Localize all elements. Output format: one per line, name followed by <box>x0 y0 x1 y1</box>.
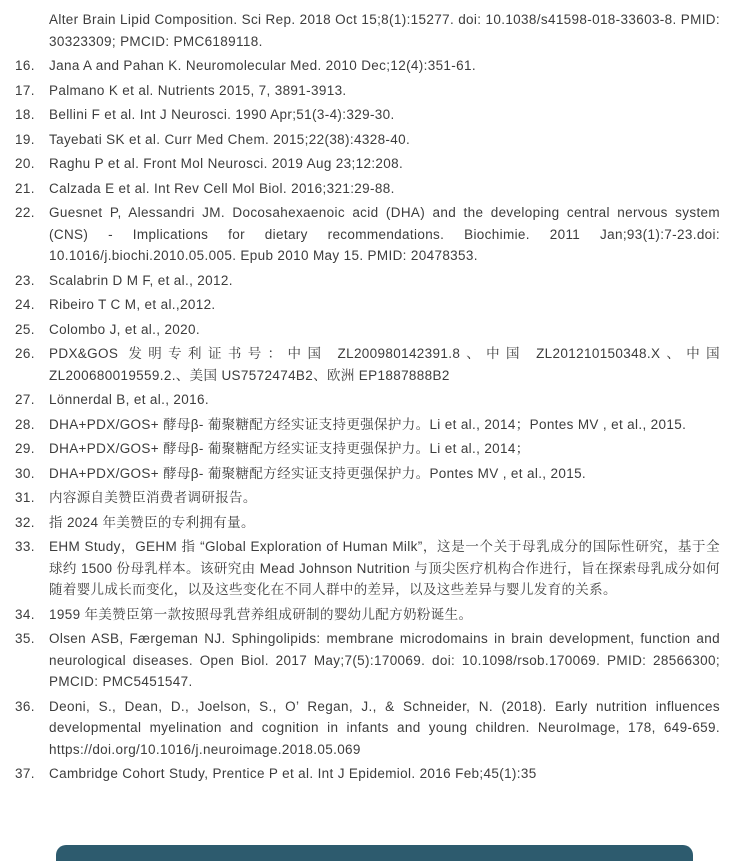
list-item <box>15 343 720 386</box>
reference-number: 21. <box>15 180 35 196</box>
reference-text: Guesnet P, Alessandri JM. Docosahexaenoic acid (DHA) and the developing central nervous system (CNS) - Implications for dietary recommendations. Biochimie. 2011 Jan;93(1):7-23.doi: 10.1016/j.biochi.2010.05.005. Epub 2010 May 15. PMID: 20478353. <box>49 205 720 263</box>
reference-number: 17. <box>15 82 35 98</box>
reference-text: Alter Brain Lipid Composition. Sci Rep. 2018 Oct 15;8(1):15277. doi: 10.1038/s41598-018-33603-8. PMID: 30323309; PMCID: PMC6189118. <box>49 12 720 49</box>
reference-number: 35. <box>15 631 35 646</box>
list-item <box>15 536 720 601</box>
list-item <box>15 319 720 341</box>
list-item <box>15 9 720 52</box>
reference-text: DHA+PDX/GOS+ 酵母β- 葡聚糖配方经实证支持更强保护力。Li et al., 2014；Pontes MV , et al., 2015. <box>49 416 687 432</box>
list-item <box>15 294 720 316</box>
reference-number: 33. <box>15 539 35 554</box>
reference-number: 27. <box>15 392 35 407</box>
reference-number: 25. <box>15 321 35 337</box>
list-item <box>15 438 720 460</box>
list-item <box>15 80 720 102</box>
list-item <box>15 153 720 175</box>
reference-number: 20. <box>15 156 35 171</box>
reference-text: Tayebati SK et al. Curr Med Chem. 2015;22(38):4328-40. <box>49 131 411 147</box>
reference-text: Colombo J, et al., 2020. <box>49 321 200 337</box>
reference-number: 26. <box>15 346 35 361</box>
reference-number: 23. <box>15 272 35 288</box>
reference-number: 24. <box>15 297 35 312</box>
list-item <box>15 129 720 151</box>
reference-text: Scalabrin D M F, et al., 2012. <box>49 272 233 288</box>
reference-number: 29. <box>15 441 35 456</box>
reference-text: EHM Study，GEHM 指 “Global Exploration of Human Milk”，这是一个关于母乳成分的国际性研究，基于全球约 1500 份母乳样本。该研究由 Mead Johnson Nutrition 与顶尖医疗机构合作进行，旨在探索母乳成分如何随着婴儿成长而变化，以及这些变化在不同人群中的差异，以及这些差异与婴儿发育的关系。 <box>49 539 720 597</box>
list-item <box>15 487 720 509</box>
reference-number: 30. <box>15 465 35 481</box>
reference-text: DHA+PDX/GOS+ 酵母β- 葡聚糖配方经实证支持更强保护力。Li et al., 2014； <box>49 441 530 456</box>
reference-text: Calzada E et al. Int Rev Cell Mol Biol. 2016;321:29-88. <box>49 180 395 196</box>
list-item <box>15 202 720 267</box>
reference-number: 37. <box>15 766 35 781</box>
reference-text: Lönnerdal B, et al., 2016. <box>49 392 209 407</box>
reference-text: 1959 年美赞臣第一款按照母乳营养组成研制的婴幼儿配方奶粉诞生。 <box>49 606 473 622</box>
reference-number: 18. <box>15 107 35 122</box>
list-item <box>15 512 720 534</box>
reference-number: 34. <box>15 606 35 622</box>
footer-bar <box>56 845 693 861</box>
list-item <box>15 463 720 485</box>
list-item <box>15 604 720 626</box>
list-item <box>15 270 720 292</box>
list-item <box>15 389 720 411</box>
list-item <box>15 55 720 77</box>
reference-text: Ribeiro T C M, et al.,2012. <box>49 297 216 312</box>
reference-text: Olsen ASB, Færgeman NJ. Sphingolipids: membrane microdomains in brain development, function and neurological diseases. Open Biol. 2017 May;7(5):170069. doi: 10.1098/rsob.170069. PMID: 28566300; PMCID: PMC5451547. <box>49 631 720 689</box>
reference-number: 32. <box>15 514 35 530</box>
reference-text: DHA+PDX/GOS+ 酵母β- 葡聚糖配方经实证支持更强保护力。Pontes MV , et al., 2015. <box>49 465 587 481</box>
reference-number: 19. <box>15 131 35 147</box>
reference-text: Palmano K et al. Nutrients 2015, 7, 3891-3913. <box>49 82 347 98</box>
reference-text: Bellini F et al. Int J Neurosci. 1990 Apr;51(3-4):329-30. <box>49 107 395 122</box>
reference-text: 指 2024 年美赞臣的专利拥有量。 <box>49 514 255 530</box>
reference-text: Raghu P et al. Front Mol Neurosci. 2019 Aug 23;12:208. <box>49 156 404 171</box>
list-item <box>15 628 720 693</box>
list-item <box>15 763 720 785</box>
reference-number: 22. <box>15 205 35 220</box>
list-item <box>15 696 720 761</box>
list-item <box>15 414 720 436</box>
reference-number: 16. <box>15 58 35 73</box>
reference-text: Cambridge Cohort Study, Prentice P et al. Int J Epidemiol. 2016 Feb;45(1):35 <box>49 766 537 781</box>
reference-number: 28. <box>15 416 35 432</box>
reference-text: PDX&GOS 发明专利证书号：中国 ZL200980142391.8、中国 ZL201210150348.X、中国 ZL200680019559.2.、美国 US7572474B2、欧洲 EP1887888B2 <box>49 346 720 383</box>
reference-text: Jana A and Pahan K. Neuromolecular Med. 2010 Dec;12(4):351-61. <box>49 58 476 73</box>
list-item <box>15 178 720 200</box>
reference-text: Deoni, S., Dean, D., Joelson, S., O’ Regan, J., & Schneider, N. (2018). Early nutrition influences developmental myelination and cognition in infants and young children. NeuroImage, 178, 649-659. https://doi.org/10.1016/j.neuroimage.2018.05.069 <box>49 698 720 757</box>
list-item <box>15 104 720 126</box>
reference-number: 36. <box>15 698 35 714</box>
reference-text: 内容源自美赞臣消费者调研报告。 <box>49 490 257 505</box>
reference-number: 31. <box>15 490 35 505</box>
